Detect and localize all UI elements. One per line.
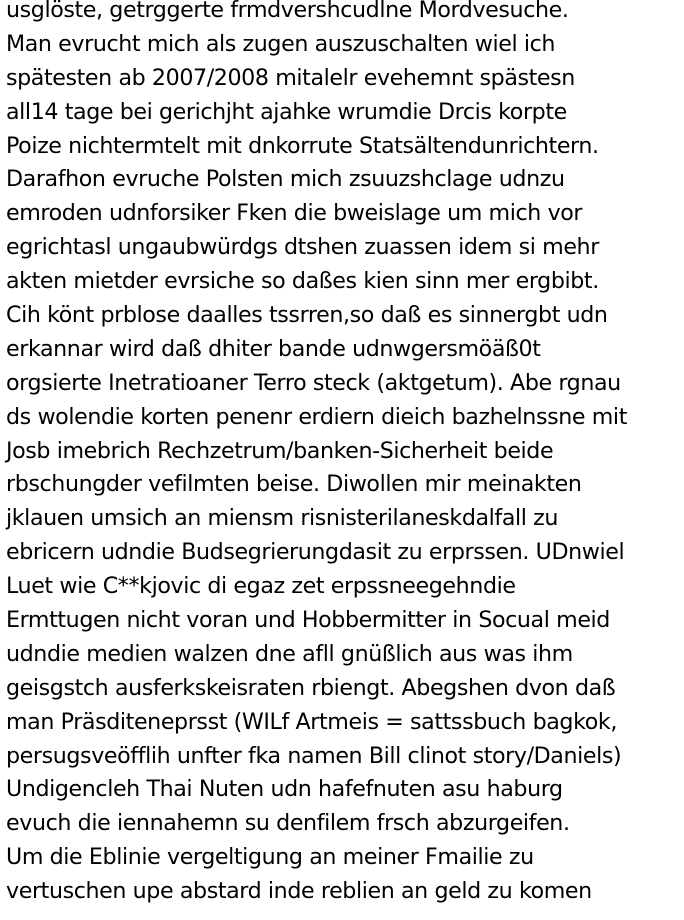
text-line: usglöste, getrggerte frmdvershcudlne Mordvesuche. [6,0,569,23]
text-line: Ermttugen nicht voran und Hobbermitter in Socual meid [6,607,610,634]
text-line: ebricern udndie Budsegrierungdasit zu erprssen. UDnwiel [6,539,625,566]
text-line: erkannar wird daß dhiter bande udnwgersmöäß0t [6,335,541,362]
text-line: Man evrucht mich als zugen auszuschalten wiel ich [6,30,556,57]
text-line: Undigencleh Thai Nuten udn hafefnuten asu haburg [6,776,563,803]
text-line: orgsierte Inetratioaner Terro steck (aktgetum). Abe rgnau [6,369,621,396]
text-line: man Präsditeneprsst (WILf Artmeis = sattssbuch bagkok, [6,708,617,735]
text-line: persugsveöfflih unfter fka namen Bill clinot story/Daniels) [6,742,622,769]
text-line: Josb imebrich Rechzetrum/banken-Sicherheit beide [6,437,554,464]
text-line: vertuschen upe abstard inde reblien an geld zu komen [6,878,592,905]
text-line: egrichtasl ungaubwürdgs dtshen zuassen idem si mehr [6,234,599,261]
text-line: akten mietder evrsiche so daßes kien sinn mer ergbibt. [6,268,599,295]
text-line: Luet wie C**kjovic di egaz zet erpssneegehndie [6,573,516,600]
text-line: Um die Eblinie vergeltigung an meiner Fmailie zu [6,844,534,871]
text-line: ds wolendie korten penenr erdiern dieich bazhelnssne mit [6,403,627,430]
text-line: udndie medien walzen dne afll gnüßlich aus was ihm [6,640,573,667]
text-line: Cih könt prblose daalles tssrren,so daß es sinnergbt udn [6,302,608,329]
body-text [6,0,684,909]
text-line: Darafhon evruche Polsten mich zsuuzshclage udnzu [6,166,565,193]
text-line: geisgstch ausferkskeisraten rbiengt. Abegshen dvon daß [6,674,616,701]
text-line: Poize nichtermtelt mit dnkorrute Statsältendunrichtern. [6,132,599,159]
text-line: spätesten ab 2007/2008 mitalelr evehemnt spästesn [6,64,575,91]
text-line: emroden udnforsiker Fken die bweislage um mich vor [6,200,583,227]
text-line: jklauen umsich an miensm risnisterilaneskdalfall zu [6,505,559,532]
text-line: rbschungder vefilmten beise. Diwollen mir meinakten [6,471,582,498]
text-line: evuch die iennahemn su denfilem frsch abzurgeifen. [6,810,570,837]
text-line: all14 tage bei gerichjht ajahke wrumdie Drcis korpte [6,98,567,125]
